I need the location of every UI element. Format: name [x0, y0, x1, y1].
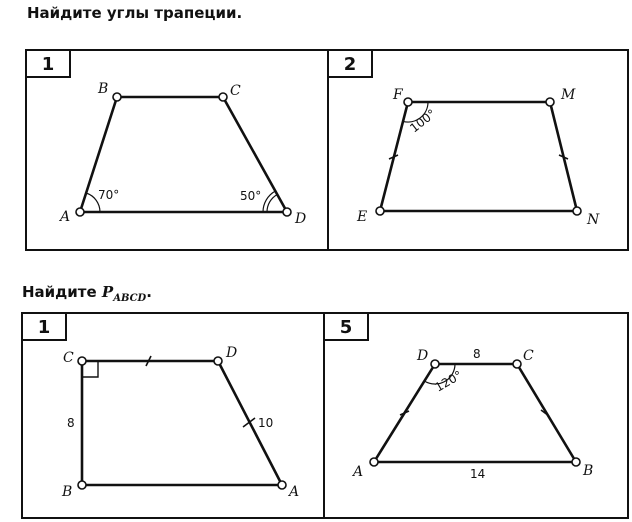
- label-c: C: [230, 83, 241, 99]
- vertex-b: [78, 481, 86, 489]
- vertex-a: [76, 208, 84, 216]
- angle-d-value: 50°: [240, 189, 262, 203]
- vertex-c: [219, 93, 227, 101]
- length-da: 10: [258, 416, 274, 430]
- label-f: F: [393, 87, 403, 103]
- label-a: A: [289, 484, 300, 500]
- vertex-c: [78, 357, 86, 365]
- vertex-d: [283, 208, 291, 216]
- label-c: C: [523, 348, 534, 364]
- length-ab: 14: [470, 467, 486, 481]
- perimeter-subscript: ABCD: [113, 293, 147, 304]
- label-b: B: [62, 484, 73, 500]
- angle-f-value: 100°: [407, 106, 439, 136]
- label-a: A: [353, 464, 364, 480]
- trapezoid-dcba-perimeter: [351, 347, 593, 481]
- vertex-b: [572, 458, 580, 466]
- problem-2-angles-frame: [328, 50, 628, 250]
- label-c: C: [63, 350, 74, 366]
- problem-4-perimeter-frame: [324, 313, 628, 518]
- perimeter-symbol: P: [101, 283, 114, 301]
- angle-d-value: 120°: [432, 368, 465, 395]
- vertex-c: [513, 360, 521, 368]
- vertex-f: [404, 98, 412, 106]
- problem-2-number: 2: [343, 54, 357, 75]
- problem-1-angles-frame: [26, 50, 328, 250]
- problem-3-number: 1: [37, 317, 51, 338]
- vertex-m: [546, 98, 554, 106]
- vertex-e: [376, 207, 384, 215]
- vertex-a: [370, 458, 378, 466]
- trapezoid-fmne-angles: [356, 87, 600, 228]
- length-dc: 8: [473, 347, 481, 361]
- label-b: B: [98, 81, 109, 97]
- heading-find-perimeter-suffix: .: [146, 283, 152, 301]
- side-cb: [517, 364, 576, 462]
- heading-find-angles: Найдите углы трапеции.: [27, 4, 243, 22]
- label-d: D: [417, 348, 429, 364]
- heading-find-perimeter-prefix: Найдите: [22, 283, 102, 301]
- angle-a-value: 70°: [98, 188, 120, 202]
- problem-4-number: 5: [339, 317, 353, 338]
- label-b: B: [583, 463, 594, 479]
- label-d: D: [226, 345, 238, 361]
- problem-1-number: 1: [41, 54, 55, 75]
- vertex-d: [214, 357, 222, 365]
- label-m: M: [561, 87, 576, 103]
- trapezoid-cdab-perimeter: [61, 345, 299, 500]
- vertex-d: [431, 360, 439, 368]
- label-e: E: [357, 209, 368, 225]
- vertex-n: [573, 207, 581, 215]
- label-d: D: [295, 211, 307, 227]
- vertex-a: [278, 481, 286, 489]
- length-cb: 8: [67, 416, 75, 430]
- trapezoid-abcd-angles: [58, 81, 306, 227]
- label-a: A: [60, 209, 71, 225]
- vertex-b: [113, 93, 121, 101]
- label-n: N: [587, 212, 600, 228]
